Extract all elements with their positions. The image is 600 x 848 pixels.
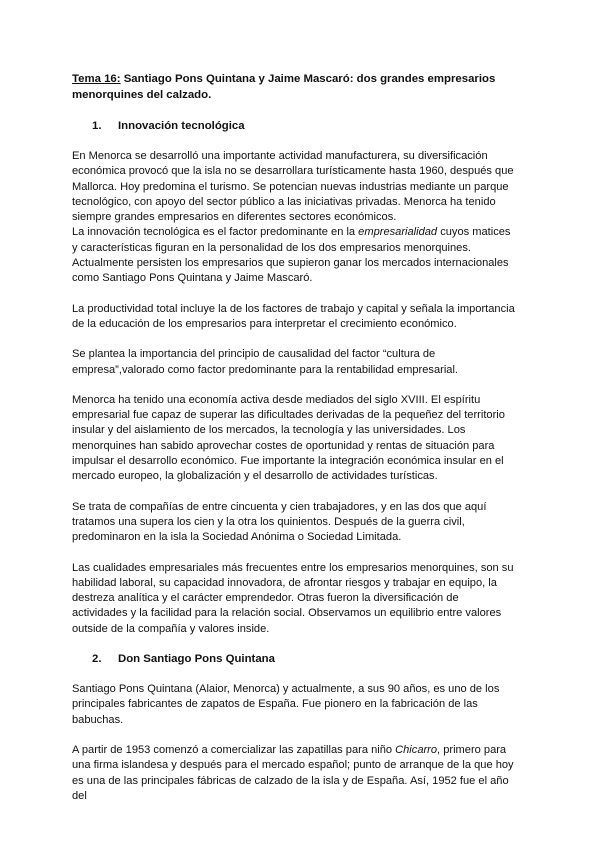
paragraph: Las cualidades empresariales más frecuentes entre los empresarios menorquines, son su habilidad laboral, su capacidad innovadora, de afrontar riesgos y trabajar en equipo, la destreza analítica y el carácter emprendedor. Otras fueron la diversificación de actividades y la facilidad para la relación social. Observamos un equilibrio entre valores outside de la compañía y valores inside. bbox=[72, 561, 514, 635]
paragraph-text: , primero para una firma islandesa y después para el mercado español; punto de arranque de la que hoy es una de las principales fábricas de calzado de la isla y de España. Así, 1952 fue el año del bbox=[72, 743, 514, 802]
paragraph: En Menorca se desarrolló una importante actividad manufacturera, su diversificación económica provocó que la isla no se desarrollara turísticamente hasta 1960, después que Mallorca. Hoy predomina el turismo. Se potencian nuevas industrias mediante un parque tecnológico, con apoyo del sector público a las iniciativas privadas. Menorca ha tenido siempre grandes empresarios en diferentes sectores económicos. bbox=[72, 150, 514, 224]
title-text: Santiago Pons Quintana y Jaime Mascaró: dos grandes empresarios menorquines del calzado. bbox=[72, 73, 496, 101]
paragraph: Santiago Pons Quintana (Alaior, Menorca) y actualmente, a sus 90 años, es uno de los principales fabricantes de zapatos de España. Fue pionero en la fabricación de las babuchas. bbox=[72, 683, 500, 726]
paragraph bbox=[72, 743, 516, 804]
section-heading-text: Don Santiago Pons Quintana bbox=[118, 653, 275, 666]
paragraph: Menorca ha tenido una economía activa desde mediados del siglo XVIII. El espíritu empresarial fue capaz de superar las dificultades derivadas de la pequeñez del territorio insular y del aislamiento de los mercados, la tecnología y las universidades. Los menorquines han sabido aprovechar costes de oportunidad y rentas de situación para impulsar el desarrollo económico. Fue importante la integración económica insular en el mercado europeo, la globalización y el desarrollo de actividades turísticas. bbox=[72, 393, 505, 483]
paragraph bbox=[72, 225, 516, 286]
paragraph: Se trata de compañías de entre cincuenta y cien trabajadores, y en las dos que aquí tratamos una supera los cien y la otra los quinientos. Después de la guerra civil, predominaron en la isla la Sociedad Anónima o Sociedad Limitada. bbox=[72, 500, 487, 544]
paragraph-text: La innovación tecnológica es el factor predominante en la bbox=[72, 226, 359, 239]
section-number: 1. bbox=[92, 120, 102, 132]
section-heading-text: Innovación tecnológica bbox=[118, 120, 245, 132]
section-number: 2. bbox=[92, 653, 102, 666]
section-heading-innovacion bbox=[72, 119, 516, 134]
title-label: Tema 16: bbox=[72, 73, 121, 85]
italic-term: Chicarro bbox=[395, 743, 438, 756]
paragraph: Se plantea la importancia del principio de causalidad del factor “cultura de empresa”,valorado como factor predominante para la rentabilidad empresarial. bbox=[72, 348, 459, 376]
document-title bbox=[72, 72, 516, 103]
section-heading-santiago-pons bbox=[72, 652, 516, 667]
paragraph-text: A partir de 1953 comenzó a comercializar las zapatillas para niño bbox=[72, 743, 396, 756]
italic-term: empresarialidad bbox=[358, 226, 438, 239]
paragraph: La productividad total incluye la de los factores de trabajo y capital y señala la importancia de la educación de los empresarios para interpretar el crecimiento económico. bbox=[72, 302, 515, 330]
paragraph-text: cuyos matices y características figuran en la personalidad de los dos empresarios menorquines. Actualmente persisten los empresarios que supieron ganar los mercados internacionales como Santiago Pons Quintana y Jaime Mascaró. bbox=[72, 226, 511, 285]
